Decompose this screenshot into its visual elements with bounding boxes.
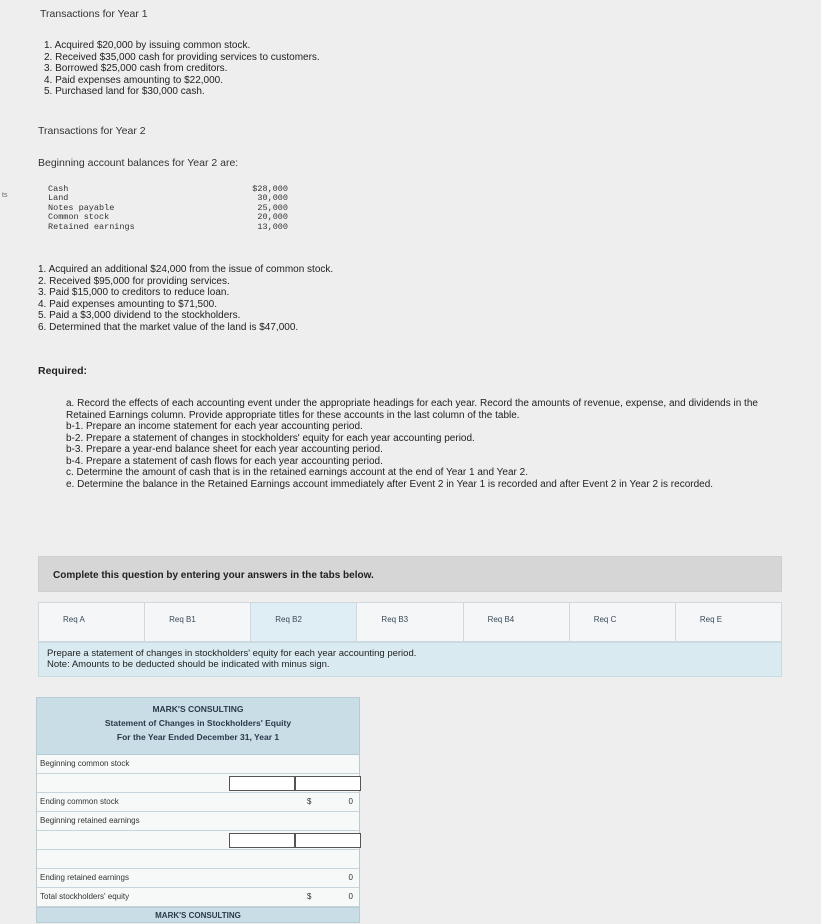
year2-item: 1. Acquired an additional $24,000 from the issue of common stock.: [38, 264, 334, 275]
tab-instructions: [38, 642, 782, 677]
year2-item: 5. Paid a $3,000 dividend to the stockholders.: [38, 310, 241, 321]
dollar-sign: $: [307, 892, 312, 901]
row-label: Beginning retained earnings: [40, 816, 140, 825]
balance-label: Common stock: [48, 212, 110, 223]
year1-item: 3. Borrowed $25,000 cash from creditors.: [44, 63, 228, 74]
required-item: b-4. Prepare a statement of cash flows for each year accounting period.: [66, 455, 383, 467]
row-label: Ending retained earnings: [40, 873, 129, 882]
side-marker: ts: [2, 192, 8, 199]
tab-req-b4[interactable]: Req B4: [463, 602, 569, 642]
amount-input[interactable]: [295, 833, 361, 848]
balance-label: Notes payable: [48, 202, 115, 213]
row-ending-common-stock: [36, 793, 360, 812]
question-prompt: Complete this question by entering your answers in the tabs below.: [53, 570, 374, 581]
balance-row: [48, 185, 288, 194]
tab-req-b1[interactable]: Req B1: [144, 602, 250, 642]
year1-item: 1. Acquired $20,000 by issuing common stock.: [44, 40, 251, 51]
label-input[interactable]: [229, 833, 295, 848]
tab-req-a[interactable]: Req A: [38, 602, 144, 642]
year2-item: 2. Received $95,000 for providing services.: [38, 275, 230, 287]
row-ending-retained-earnings: [36, 869, 360, 888]
row-label: Total stockholders' equity: [40, 892, 130, 901]
balance-value: 13,000: [257, 221, 288, 232]
balance-value: $28,000: [252, 184, 288, 194]
tab-req-b2[interactable]: Req B2: [250, 602, 356, 642]
required-item: c. Determine the amount of cash that is in the retained earnings account at the end of Year 1 and Year 2.: [66, 467, 528, 478]
required-item: e. Determine the balance in the Retained Earnings account immediately after Event 2 in Year 1 is recorded and after Event 2 in Year 2 is recorded.: [66, 478, 714, 490]
required-title: Required:: [38, 365, 88, 377]
label-input[interactable]: [229, 776, 295, 791]
ending-common-stock-value: 0: [348, 797, 353, 806]
row-retained-entry: [36, 831, 360, 850]
row-total-equity: [36, 888, 360, 907]
ending-retained-earnings-value: 0: [348, 873, 353, 882]
balance-value: 20,000: [257, 212, 288, 223]
year2-item: 3. Paid $15,000 to creditors to reduce loan.: [38, 287, 230, 298]
instruction-line: Prepare a statement of changes in stockholders' equity for each year accounting period.: [47, 648, 417, 659]
balance-value: 25,000: [257, 202, 288, 213]
tab-req-b3[interactable]: Req B3: [356, 602, 462, 642]
year2-item: 6. Determined that the market value of the land is $47,000.: [38, 321, 299, 333]
required-item: b-2. Prepare a statement of changes in stockholders' equity for each year accounting period.: [66, 432, 475, 444]
required-item: b-1. Prepare an income statement for each year accounting period.: [66, 421, 363, 432]
row-retained-entry-2: [36, 850, 360, 869]
question-prompt-bar: [38, 556, 782, 592]
statement-title: Statement of Changes in Stockholders' Equity: [104, 718, 292, 728]
balances-heading: Beginning account balances for Year 2 are:: [38, 157, 239, 169]
beginning-balances: [48, 185, 288, 232]
statement-period: For the Year Ended December 31, Year 1: [116, 732, 280, 742]
dollar-sign: $: [307, 797, 312, 806]
row-label: Ending common stock: [40, 797, 119, 806]
row-beginning-retained-earnings: [36, 812, 360, 831]
row-common-stock-entry: [36, 774, 360, 793]
year2-item: 4. Paid expenses amounting to $71,500.: [38, 298, 218, 310]
tab-req-e[interactable]: Req E: [675, 602, 782, 642]
balance-label: Land: [48, 193, 69, 204]
tab-req-c[interactable]: Req C: [569, 602, 675, 642]
year1-item: 5. Purchased land for $30,000 cash.: [44, 86, 205, 97]
statement-footer: MARK'S CONSULTING: [36, 907, 360, 923]
balance-label: Cash: [48, 184, 69, 194]
required-item: a. Record the effects of each accounting event under the appropriate headings for each year. Record the amounts of revenue, expense, and dividends in the Retained Earnings column. Provide appropriate titles for these accounts in the last column of the table.: [66, 398, 758, 421]
requirement-tabs: [38, 602, 782, 642]
balance-label: Retained earnings: [48, 221, 135, 232]
year2-heading: Transactions for Year 2: [38, 125, 146, 137]
company-name: MARK'S CONSULTING: [152, 704, 244, 714]
row-beginning-common-stock: [36, 755, 360, 774]
total-equity-value: 0: [348, 892, 353, 901]
amount-input[interactable]: [295, 776, 361, 791]
required-list: [66, 398, 776, 490]
balance-row: [48, 223, 288, 232]
year1-item: 2. Received $35,000 cash for providing services to customers.: [44, 51, 320, 63]
year2-transactions: [38, 264, 333, 333]
year1-item: 4. Paid expenses amounting to $22,000.: [44, 74, 224, 86]
balance-value: 30,000: [257, 193, 288, 204]
equity-statement: [36, 697, 360, 923]
instruction-note: Note: Amounts to be deducted should be indicated with minus sign.: [47, 658, 330, 670]
required-item: b-3. Prepare a year-end balance sheet for each year accounting period.: [66, 444, 383, 455]
year1-heading: Transactions for Year 1: [40, 8, 148, 20]
year1-transactions: [44, 40, 320, 98]
row-label: Beginning common stock: [40, 759, 130, 768]
statement-header: [36, 697, 360, 755]
